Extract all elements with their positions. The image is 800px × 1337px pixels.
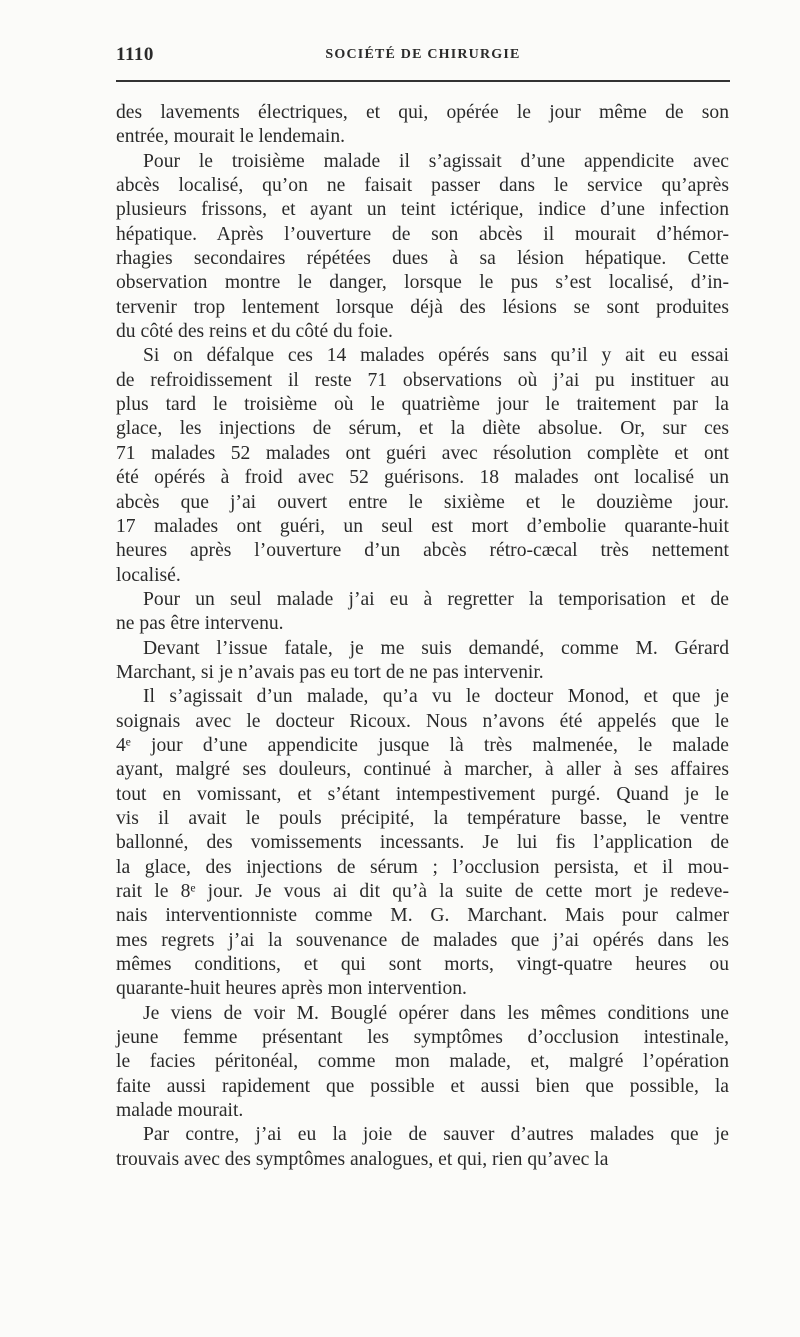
text-line: quarante-huit heures après mon intervention. (116, 978, 467, 1000)
text-line: Marchant, si je n’avais pas eu tort de ne pas intervenir. (116, 661, 544, 683)
running-head (116, 44, 730, 68)
text-line: localisé. (116, 564, 181, 586)
text-line: Pour le troisième malade il s’agissait d’une appendicite avec (143, 150, 729, 172)
text-line: abcès localisé, qu’on ne faisait passer dans le service qu’après (116, 175, 729, 197)
text-line: Devant l’issue fatale, je me suis demandé, comme M. Gérard (143, 637, 729, 659)
text-line: rhagies secondaires répétées dues à sa lésion hépatique. Cette (116, 248, 729, 270)
text-line: des lavements électriques, et qui, opérée le jour même de son (116, 102, 729, 123)
text-line: mes regrets j’ai la souvenance de malades que j’ai opérés dans les (116, 929, 729, 951)
text-line: ne pas être intervenu. (116, 613, 284, 635)
paragraph (116, 1002, 729, 1124)
journal-title: SOCIÉTÉ DE CHIRURGIE (325, 47, 521, 62)
text-line: Si on défalque ces 14 malades opérés sans qu’il y ait eu essai (143, 345, 729, 367)
paragraph (116, 588, 729, 637)
text-line: été opérés à froid avec 52 guérisons. 18 malades ont localisé un (116, 467, 729, 489)
page-number: 1110 (116, 44, 154, 65)
text-line: Par contre, j’ai eu la joie de sauver d’autres malades que je (143, 1124, 729, 1146)
text-line: malade mourait. (116, 1100, 244, 1122)
text-line: jeune femme présentant les symptômes d’occlusion intestinale, (116, 1027, 729, 1049)
text-line: plus tard le troisième où le quatrième jour le traitement par la (116, 394, 729, 416)
text-line: rait le 8ᵉ jour. Je vous ai dit qu’à la suite de cette mort je redeve- (116, 881, 729, 902)
text-line: Je viens de voir M. Bouglé opérer dans les mêmes conditions une (143, 1002, 729, 1024)
text-line: nais interventionniste comme M. G. Marchant. Mais pour calmer (116, 905, 729, 927)
text-line: faite aussi rapidement que possible et aussi bien que possible, la (116, 1075, 729, 1097)
text-line: du côté des reins et du côté du foie. (116, 321, 393, 343)
text-line: heures après l’ouverture d’un abcès rétro-cæcal très nettement (116, 540, 729, 562)
text-line: 71 malades 52 malades ont guéri avec résolution complète et ont (116, 442, 729, 464)
body-text (116, 101, 729, 1172)
text-line: ballonné, des vomissements incessants. Je lui fis l’application de (116, 832, 729, 854)
paragraph (116, 344, 729, 587)
text-line: entrée, mourait le lendemain. (116, 126, 346, 148)
text-line: 4ᵉ jour d’une appendicite jusque là très malmenée, le malade (116, 734, 729, 756)
text-line: vis il avait le pouls précipité, la température basse, le ventre (116, 807, 729, 829)
paragraph (116, 637, 729, 686)
text-line: observation montre le danger, lorsque le pus s’est localisé, d’in- (116, 272, 729, 294)
text-line: la glace, des injections de sérum ; l’occlusion persista, et il mou- (116, 856, 729, 878)
text-line: tout en vomissant, et s’étant intempestivement purgé. Quand je le (116, 783, 729, 805)
text-line: ayant, malgré ses douleurs, continué à marcher, à aller à ses affaires (116, 759, 729, 781)
text-line: mêmes conditions, et qui sont morts, vingt-quatre heures ou (116, 954, 729, 976)
text-line: tervenir trop lentement lorsque déjà des lésions se sont produites (116, 296, 729, 318)
header-rule (116, 80, 730, 82)
paragraph (116, 1123, 729, 1172)
text-line: de refroidissement il reste 71 observations où j’ai pu instituer au (116, 369, 729, 391)
text-line: Il s’agissait d’un malade, qu’a vu le docteur Monod, et que je (143, 686, 729, 708)
text-line: plusieurs frissons, et ayant un teint ictérique, indice d’une infection (116, 199, 729, 221)
text-line: 17 malades ont guéri, un seul est mort d’embolie quarante-huit (116, 515, 729, 537)
text-line: Pour un seul malade j’ai eu à regretter la temporisation et de (143, 588, 729, 610)
paragraph (116, 150, 729, 345)
paragraph (116, 101, 729, 150)
text-line: abcès que j’ai ouvert entre le sixième et le douzième jour. (116, 491, 729, 513)
paragraph (116, 685, 729, 1001)
text-line: glace, les injections de sérum, et la diète absolue. Or, sur ces (116, 418, 729, 440)
text-line: hépatique. Après l’ouverture de son abcès il mourait d’hémor- (116, 223, 729, 245)
text-line: trouvais avec des symptômes analogues, et qui, rien qu’avec la (116, 1148, 609, 1170)
text-line: le facies péritonéal, comme mon malade, et, malgré l’opération (116, 1051, 729, 1073)
text-line: soignais avec le docteur Ricoux. Nous n’avons été appelés que le (116, 710, 729, 732)
